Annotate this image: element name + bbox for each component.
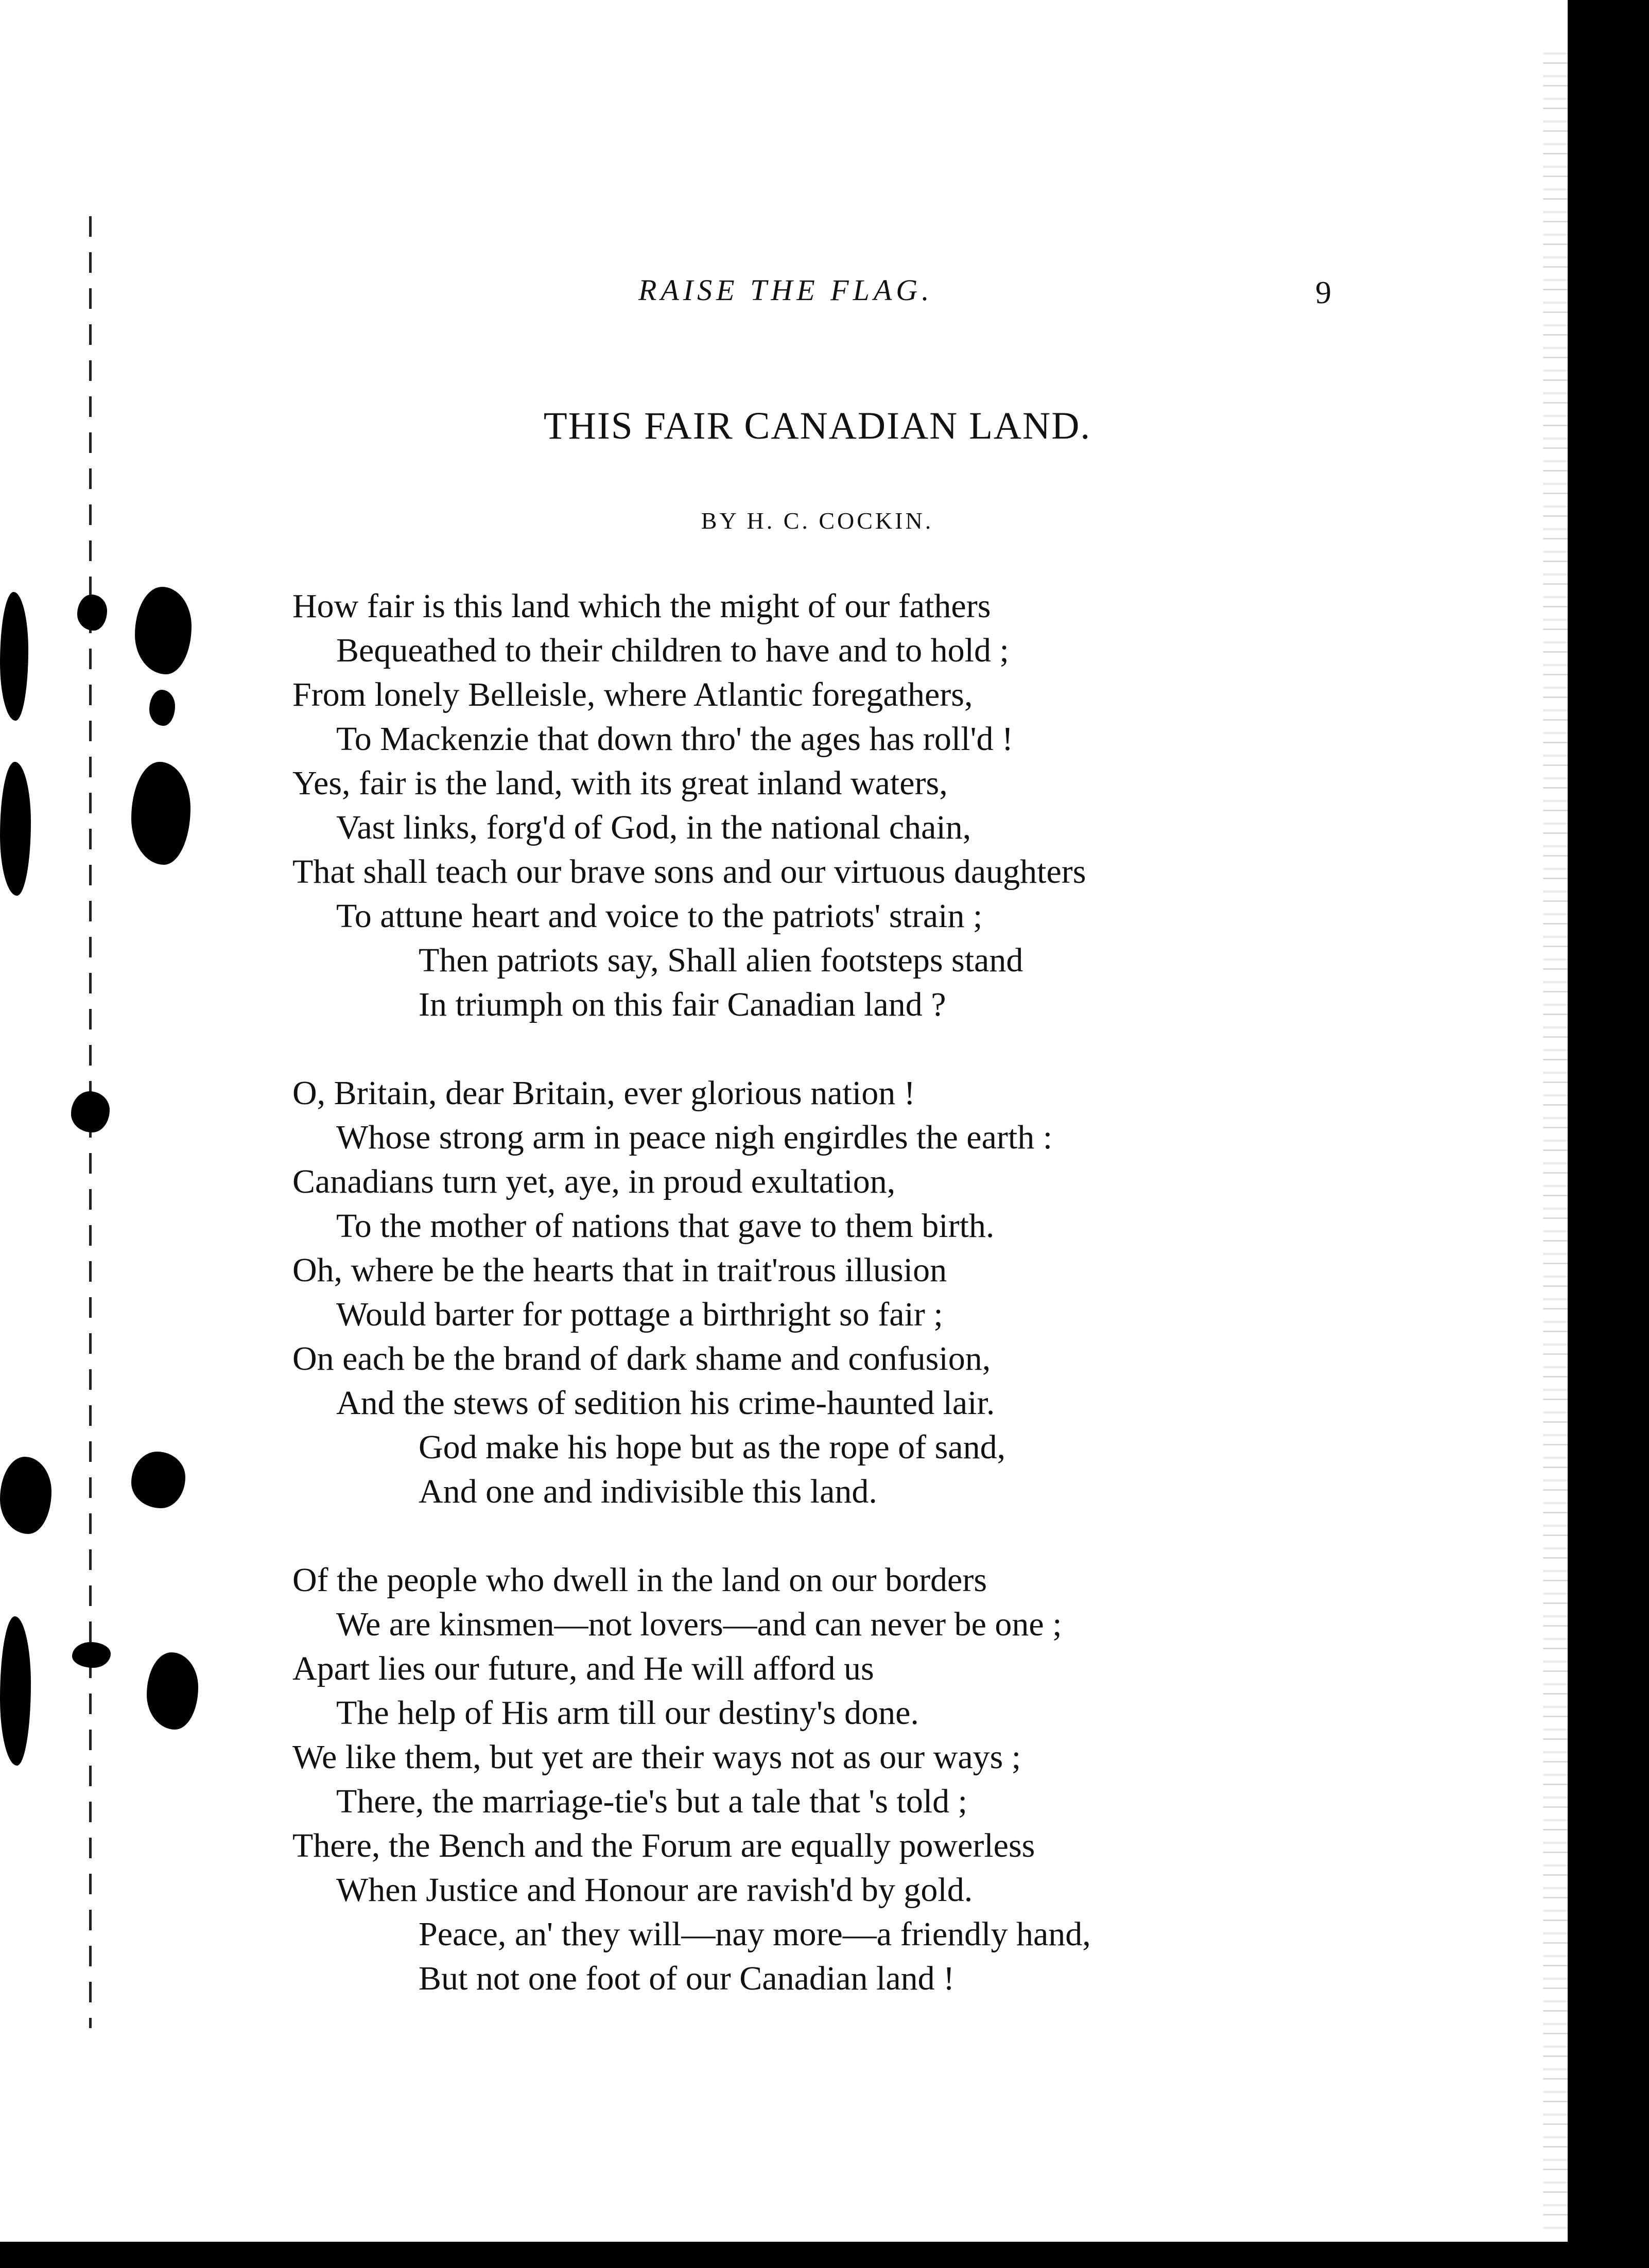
verse-line: God make his hope but as the rope of sand, (419, 1428, 1006, 1466)
verse-line: There, the Bench and the Forum are equally powerless (292, 1827, 1035, 1864)
poem-title: THIS FAIR CANADIAN LAND. (543, 405, 1091, 447)
verse-line: When Justice and Honour are ravish'd by gold. (336, 1871, 973, 1909)
ink-blot (0, 1616, 31, 1766)
verse-line: O, Britain, dear Britain, ever glorious nation ! (292, 1074, 915, 1112)
verse-line: Vast links, forg'd of God, in the national chain, (336, 809, 971, 846)
verse-line: Oh, where be the hearts that in trait'rous illusion (292, 1251, 947, 1289)
ink-blot (149, 690, 175, 726)
stanza-3 (292, 1558, 1399, 2001)
verse-line: We are kinsmen—not lovers—and can never be one ; (336, 1606, 1062, 1643)
verse-line: Of the people who dwell in the land on our borders (292, 1561, 987, 1599)
verse-line: But not one foot of our Canadian land ! (419, 1960, 955, 1997)
verse-line: On each be the brand of dark shame and confusion, (292, 1340, 991, 1377)
running-header (0, 273, 1568, 314)
ink-blot (0, 1457, 51, 1534)
verse-line: The help of His arm till our destiny's done. (336, 1694, 919, 1732)
verse-line: Canadians turn yet, aye, in proud exultation, (292, 1163, 896, 1200)
page-edge (1543, 41, 1568, 2234)
ink-blot (147, 1652, 198, 1730)
stanza-1 (292, 584, 1399, 1027)
ink-blot (0, 762, 31, 896)
stanza-2 (292, 1071, 1399, 1514)
verse-line: To Mackenzie that down thro' the ages has roll'd ! (336, 720, 1013, 758)
verse-line: To the mother of nations that gave to them birth. (336, 1207, 995, 1245)
verse-line: In triumph on this fair Canadian land ? (419, 986, 946, 1023)
verse-line: Would barter for pottage a birthright so fair ; (336, 1296, 943, 1333)
verse-line: Bequeathed to their children to have and to hold ; (336, 632, 1009, 669)
verse-line: To attune heart and voice to the patriots' strain ; (336, 897, 983, 935)
ink-blot (0, 592, 28, 721)
ink-blot (135, 587, 192, 674)
verse-line: Then patriots say, Shall alien footsteps stand (419, 941, 1023, 979)
verse-line: From lonely Belleisle, where Atlantic foregathers, (292, 676, 973, 713)
ink-blot (72, 1642, 111, 1668)
verse-line: Apart lies our future, and He will afford us (292, 1650, 874, 1687)
verse-line: Yes, fair is the land, with its great inland waters, (292, 764, 948, 802)
ink-blot (71, 1091, 110, 1132)
page-number: 9 (1315, 275, 1331, 310)
verse-line: We like them, but yet are their ways not as our ways ; (292, 1738, 1021, 1776)
running-title: RAISE THE FLAG. (638, 273, 933, 307)
verse-line: How fair is this land which the might of our fathers (292, 587, 991, 625)
verse-line: And the stews of sedition his crime-haunted lair. (336, 1384, 995, 1422)
verse-line: That shall teach our brave sons and our virtuous daughters (292, 853, 1086, 891)
poem-body (292, 584, 1399, 2045)
byline: BY H. C. COCKIN. (701, 508, 934, 534)
ink-blot (77, 595, 107, 631)
verse-line: There, the marriage-tie's but a tale that 's told ; (336, 1783, 967, 1820)
verse-line: And one and indivisible this land. (419, 1473, 877, 1510)
verse-line: Whose strong arm in peace nigh engirdles the earth : (336, 1119, 1053, 1156)
ink-blot (131, 762, 190, 865)
verse-line: Peace, an' they will—nay more—a friendly hand, (419, 1915, 1091, 1953)
ink-blot (131, 1452, 185, 1508)
